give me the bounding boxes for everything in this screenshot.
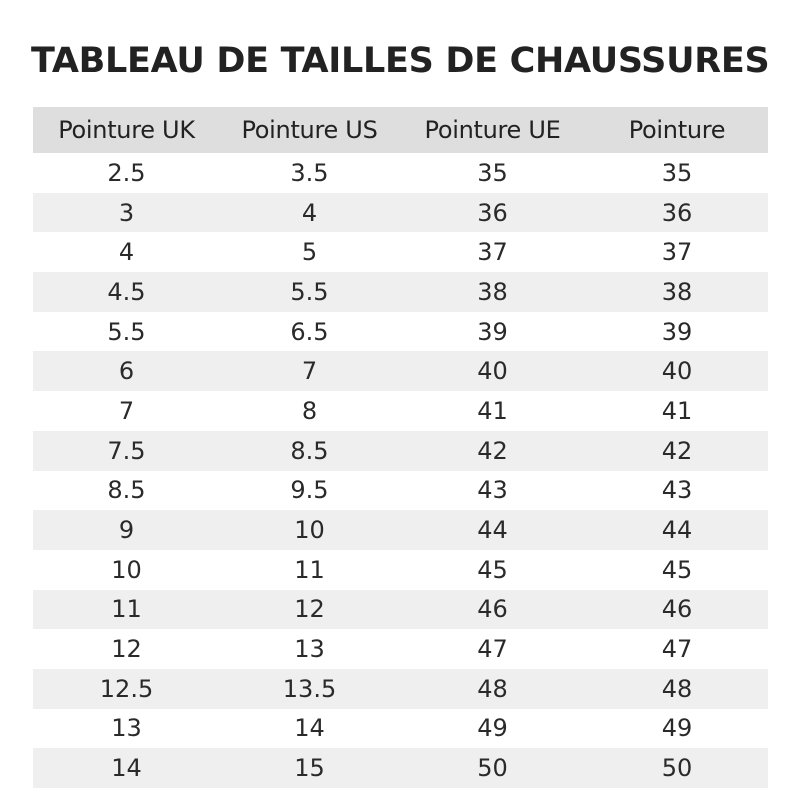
table-row [33,748,768,788]
cell-uk-size: 11 [33,590,220,630]
cell-us-size: 4 [220,193,399,233]
cell-size: 44 [586,510,768,550]
cell-uk-size: 13 [111,714,142,743]
cell-size: 49 [661,714,693,743]
cell-size: 45 [661,555,693,584]
cell-size: 35 [661,158,693,187]
table-row [33,153,768,193]
cell-size: 46 [586,590,768,630]
cell-uk-size: 14 [33,748,220,788]
cell-uk-size: 5.5 [107,317,146,346]
cell-us-size: 10 [220,510,399,550]
cell-us-size: 13 [294,635,325,664]
cell-uk-size: 4 [118,238,135,267]
cell-us-size: 14 [294,714,325,743]
table-header [33,107,768,153]
cell-size: 41 [661,396,693,425]
cell-us-size: 7 [220,351,399,391]
cell-size: 42 [586,431,768,471]
table-row [33,629,768,669]
table-row [33,312,768,352]
cell-uk-size: 4.5 [33,272,220,312]
cell-uk-size: 10 [111,555,142,584]
cell-uk-size: 12 [111,635,142,664]
cell-size: 48 [586,669,768,709]
cell-us-size: 8.5 [220,431,399,471]
cell-size: 40 [586,351,768,391]
cell-eu-size: 48 [399,669,586,709]
table-row [33,590,768,630]
cell-eu-size: 40 [399,351,586,391]
cell-us-size: 6.5 [290,317,329,346]
cell-eu-size: 39 [477,317,508,346]
header-uk-size: Pointure UK [33,107,220,153]
cell-eu-size: 44 [399,510,586,550]
cell-size: 37 [661,238,693,267]
table-row [33,709,768,749]
shoe-size-table [33,107,768,788]
cell-eu-size: 37 [477,238,508,267]
cell-size: 36 [586,193,768,233]
cell-uk-size: 8.5 [107,476,146,505]
cell-eu-size: 50 [399,748,586,788]
cell-size: 39 [661,317,693,346]
header-size: Pointure [586,107,768,153]
cell-us-size: 9.5 [290,476,329,505]
cell-eu-size: 47 [477,635,508,664]
cell-eu-size: 43 [477,476,508,505]
cell-us-size: 11 [294,555,325,584]
cell-uk-size: 7 [118,396,135,425]
header-eu-size: Pointure UE [399,107,586,153]
cell-uk-size: 3 [33,193,220,233]
cell-uk-size: 12.5 [33,669,220,709]
table-row [33,272,768,312]
page-title: TABLEAU DE TAILLES DE CHAUSSURES [31,41,770,81]
cell-us-size: 5.5 [220,272,399,312]
cell-eu-size: 36 [399,193,586,233]
cell-uk-size: 6 [33,351,220,391]
cell-us-size: 13.5 [220,669,399,709]
table-row [33,232,768,272]
header-row [33,107,768,153]
cell-size: 50 [586,748,768,788]
cell-size: 47 [661,635,693,664]
cell-size: 43 [661,476,693,505]
cell-size: 38 [586,272,768,312]
cell-uk-size: 7.5 [33,431,220,471]
cell-us-size: 15 [220,748,399,788]
table-row [33,391,768,431]
cell-eu-size: 49 [477,714,508,743]
cell-uk-size: 9 [33,510,220,550]
cell-eu-size: 41 [477,396,508,425]
table-row [33,471,768,511]
cell-us-size: 5 [301,238,318,267]
cell-eu-size: 38 [399,272,586,312]
table-row [33,351,768,391]
cell-us-size: 12 [220,590,399,630]
cell-eu-size: 42 [399,431,586,471]
cell-us-size: 3.5 [290,158,329,187]
cell-eu-size: 46 [399,590,586,630]
header-us-size: Pointure US [220,107,399,153]
cell-eu-size: 35 [477,158,508,187]
table-row [33,510,768,550]
cell-eu-size: 45 [477,555,508,584]
cell-us-size: 8 [301,396,318,425]
table-row [33,193,768,233]
table-row [33,431,768,471]
table-row [33,550,768,590]
table-body [33,153,768,788]
table-row [33,669,768,709]
cell-uk-size: 2.5 [107,158,146,187]
